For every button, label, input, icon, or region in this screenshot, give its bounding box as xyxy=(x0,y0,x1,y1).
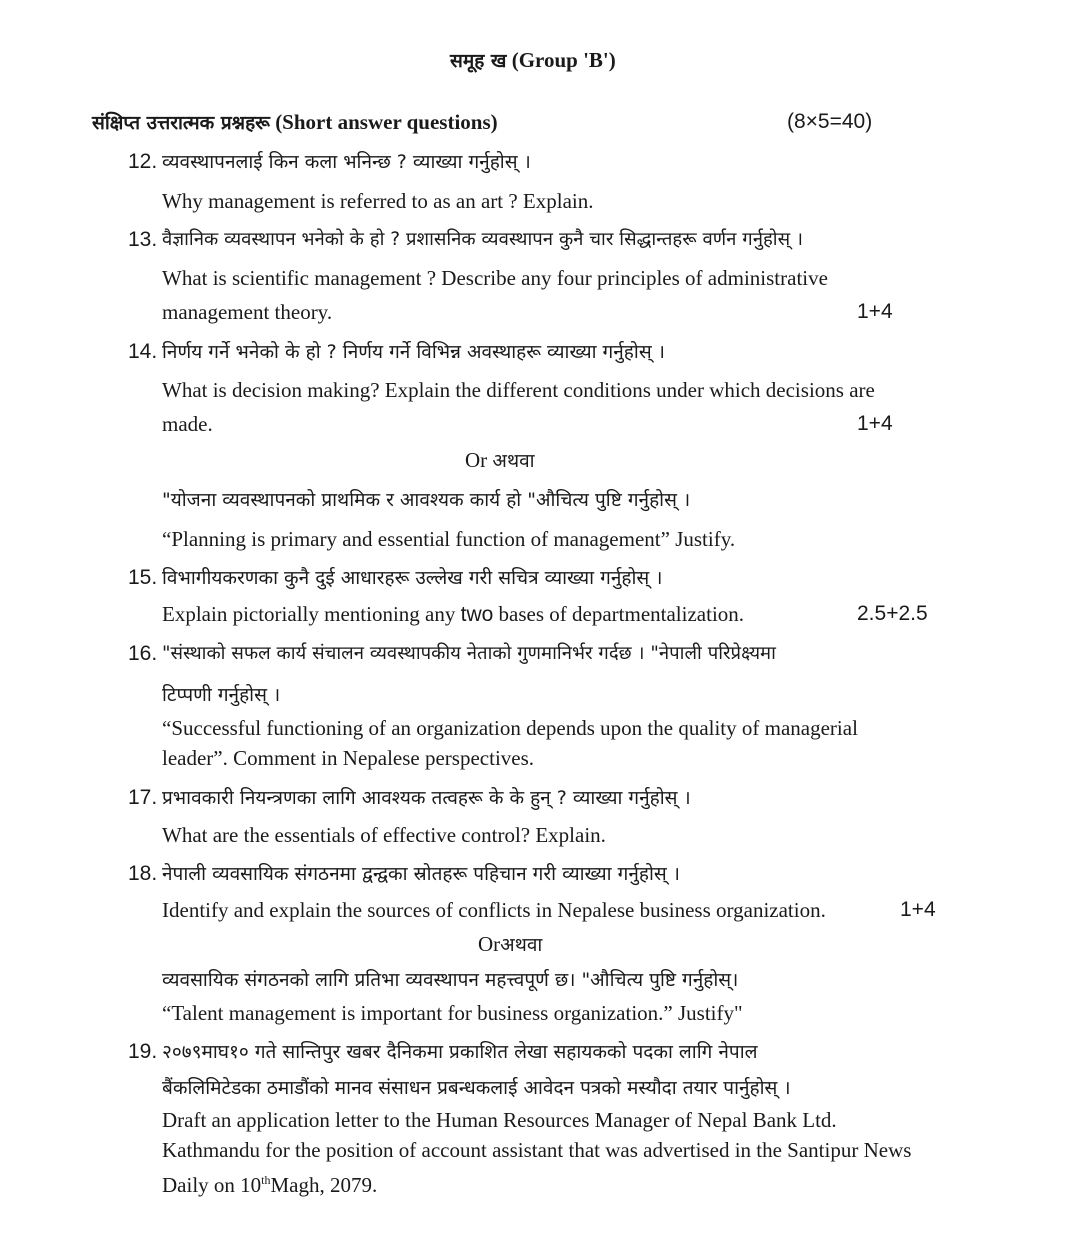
q16-en-line2: leader”. Comment in Nepalese perspectives. xyxy=(162,746,535,770)
q14-en-line1: What is decision making? Explain the different conditions under which decisions are xyxy=(162,378,875,402)
q19-en-line3-a: Daily on 10 xyxy=(162,1173,262,1197)
group-title xyxy=(450,46,616,75)
q15-en xyxy=(162,600,744,629)
section-heading-en: (Short answer questions) xyxy=(275,110,498,134)
q15-en-part1: Explain pictorially mentioning any xyxy=(162,602,456,626)
q14-np: निर्णय गर्ने भनेको के हो ? निर्णय गर्ने विभिन्न अवस्थाहरू व्याख्या गर्नुहोस् । xyxy=(162,341,665,363)
q13-en-line1: What is scientific management ? Describe any four principles of administrative xyxy=(162,266,828,290)
q18-alt-np: व्यवसायिक संगठनको लागि प्रतिभा व्यवस्थापन महत्त्वपूर्ण छ। "औचित्य पुष्टि गर्नुहोस्। xyxy=(162,969,739,991)
q17-en: What are the essentials of effective control? Explain. xyxy=(162,823,606,847)
group-title-en: (Group 'B') xyxy=(511,48,616,72)
q18-np: नेपाली व्यवसायिक संगठनमा द्वन्द्वका स्रोतहरू पहिचान गरी व्याख्या गर्नुहोस् । xyxy=(162,863,680,885)
q18-alt-en: “Talent management is important for business organization.” Justify" xyxy=(162,1001,743,1025)
q14-alt-en: “Planning is primary and essential function of management” Justify. xyxy=(162,527,736,551)
or-divider-2-en: Or xyxy=(478,932,501,956)
q13-number: 13. xyxy=(128,228,158,251)
q18-en: Identify and explain the sources of conflicts in Nepalese business organization. xyxy=(162,898,826,922)
section-heading xyxy=(92,108,498,137)
q16-np-line2: टिप्पणी गर्नुहोस् । xyxy=(162,684,281,706)
q19-en-line3 xyxy=(162,1166,377,1199)
q19-en-line3-b: Magh, 2079. xyxy=(270,1173,378,1197)
q19-np-line1: २०७९माघ१० गते सान्तिपुर खबर दैनिकमा प्रकाशित लेखा सहायकको पदका लागि नेपाल xyxy=(162,1041,758,1063)
or-divider-2 xyxy=(478,930,542,959)
q14-marks: 1+4 xyxy=(857,412,893,435)
or-divider-1-np: अथवा xyxy=(492,450,535,472)
q17-np: प्रभावकारी नियन्त्रणका लागि आवश्यक तत्वहरू के के हुन् ? व्याख्या गर्नुहोस् । xyxy=(162,787,691,809)
q15-marks: 2.5+2.5 xyxy=(857,602,928,625)
q15-number: 15. xyxy=(128,566,158,589)
q14-en-line2: made. xyxy=(162,412,213,436)
q12-number: 12. xyxy=(128,150,158,173)
q19-en-line1: Draft an application letter to the Human Resources Manager of Nepal Bank Ltd. xyxy=(162,1108,837,1132)
q13-marks: 1+4 xyxy=(857,300,893,323)
q18-marks: 1+4 xyxy=(900,898,936,921)
q16-np-line1: "संस्थाको सफल कार्य संचालन व्यवस्थापकीय नेताको गुणमानिर्भर गर्दछ । "नेपाली परिप्रेक्ष्यमा xyxy=(162,643,776,664)
q13-en-line2: management theory. xyxy=(162,300,333,324)
q16-en-line1: “Successful functioning of an organization depends upon the quality of managerial xyxy=(162,716,858,740)
group-title-np: समूह ख xyxy=(450,50,507,72)
q19-np-line2: बैंकलिमिटेडका ठमाडौंको मानव संसाधन प्रबन्धकलाई आवेदन पत्रको मस्यौदा तयार पार्नुहोस् । xyxy=(162,1077,791,1099)
or-divider-2-np: अथवा xyxy=(500,934,543,956)
or-divider-1-en: Or xyxy=(465,448,488,472)
q14-number: 14. xyxy=(128,340,158,363)
q12-np: व्यवस्थापनलाई किन कला भनिन्छ ? व्याख्या गर्नुहोस् । xyxy=(162,151,531,173)
q15-np: विभागीयकरणका कुनै दुई आधारहरू उल्लेख गरी सचित्र व्याख्या गर्नुहोस् । xyxy=(162,567,663,589)
section-heading-np: संक्षिप्त उत्तरात्मक प्रश्नहरू xyxy=(92,112,270,134)
q12-en: Why management is referred to as an art ? Explain. xyxy=(162,189,594,213)
q17-number: 17. xyxy=(128,786,158,809)
or-divider-1 xyxy=(465,446,535,475)
q18-number: 18. xyxy=(128,862,158,885)
q13-np: वैज्ञानिक व्यवस्थापन भनेको के हो ? प्रशासनिक व्यवस्थापन कुनै चार सिद्धान्तहरू वर्णन गर्नुहोस् । xyxy=(162,229,803,250)
q15-en-part3: bases of departmentalization. xyxy=(498,602,745,626)
section-marks: (8×5=40) xyxy=(787,110,873,133)
q19-en-line3-sup: th xyxy=(261,1173,271,1187)
q14-alt-np: "योजना व्यवस्थापनको प्राथमिक र आवश्यक कार्य हो "औचित्य पुष्टि गर्नुहोस् । xyxy=(162,489,691,511)
q19-en-line2: Kathmandu for the position of account assistant that was advertised in the Santipur News xyxy=(162,1138,912,1162)
q16-number: 16. xyxy=(128,642,158,665)
q19-number: 19. xyxy=(128,1040,158,1063)
q15-en-part2: two xyxy=(460,603,494,626)
